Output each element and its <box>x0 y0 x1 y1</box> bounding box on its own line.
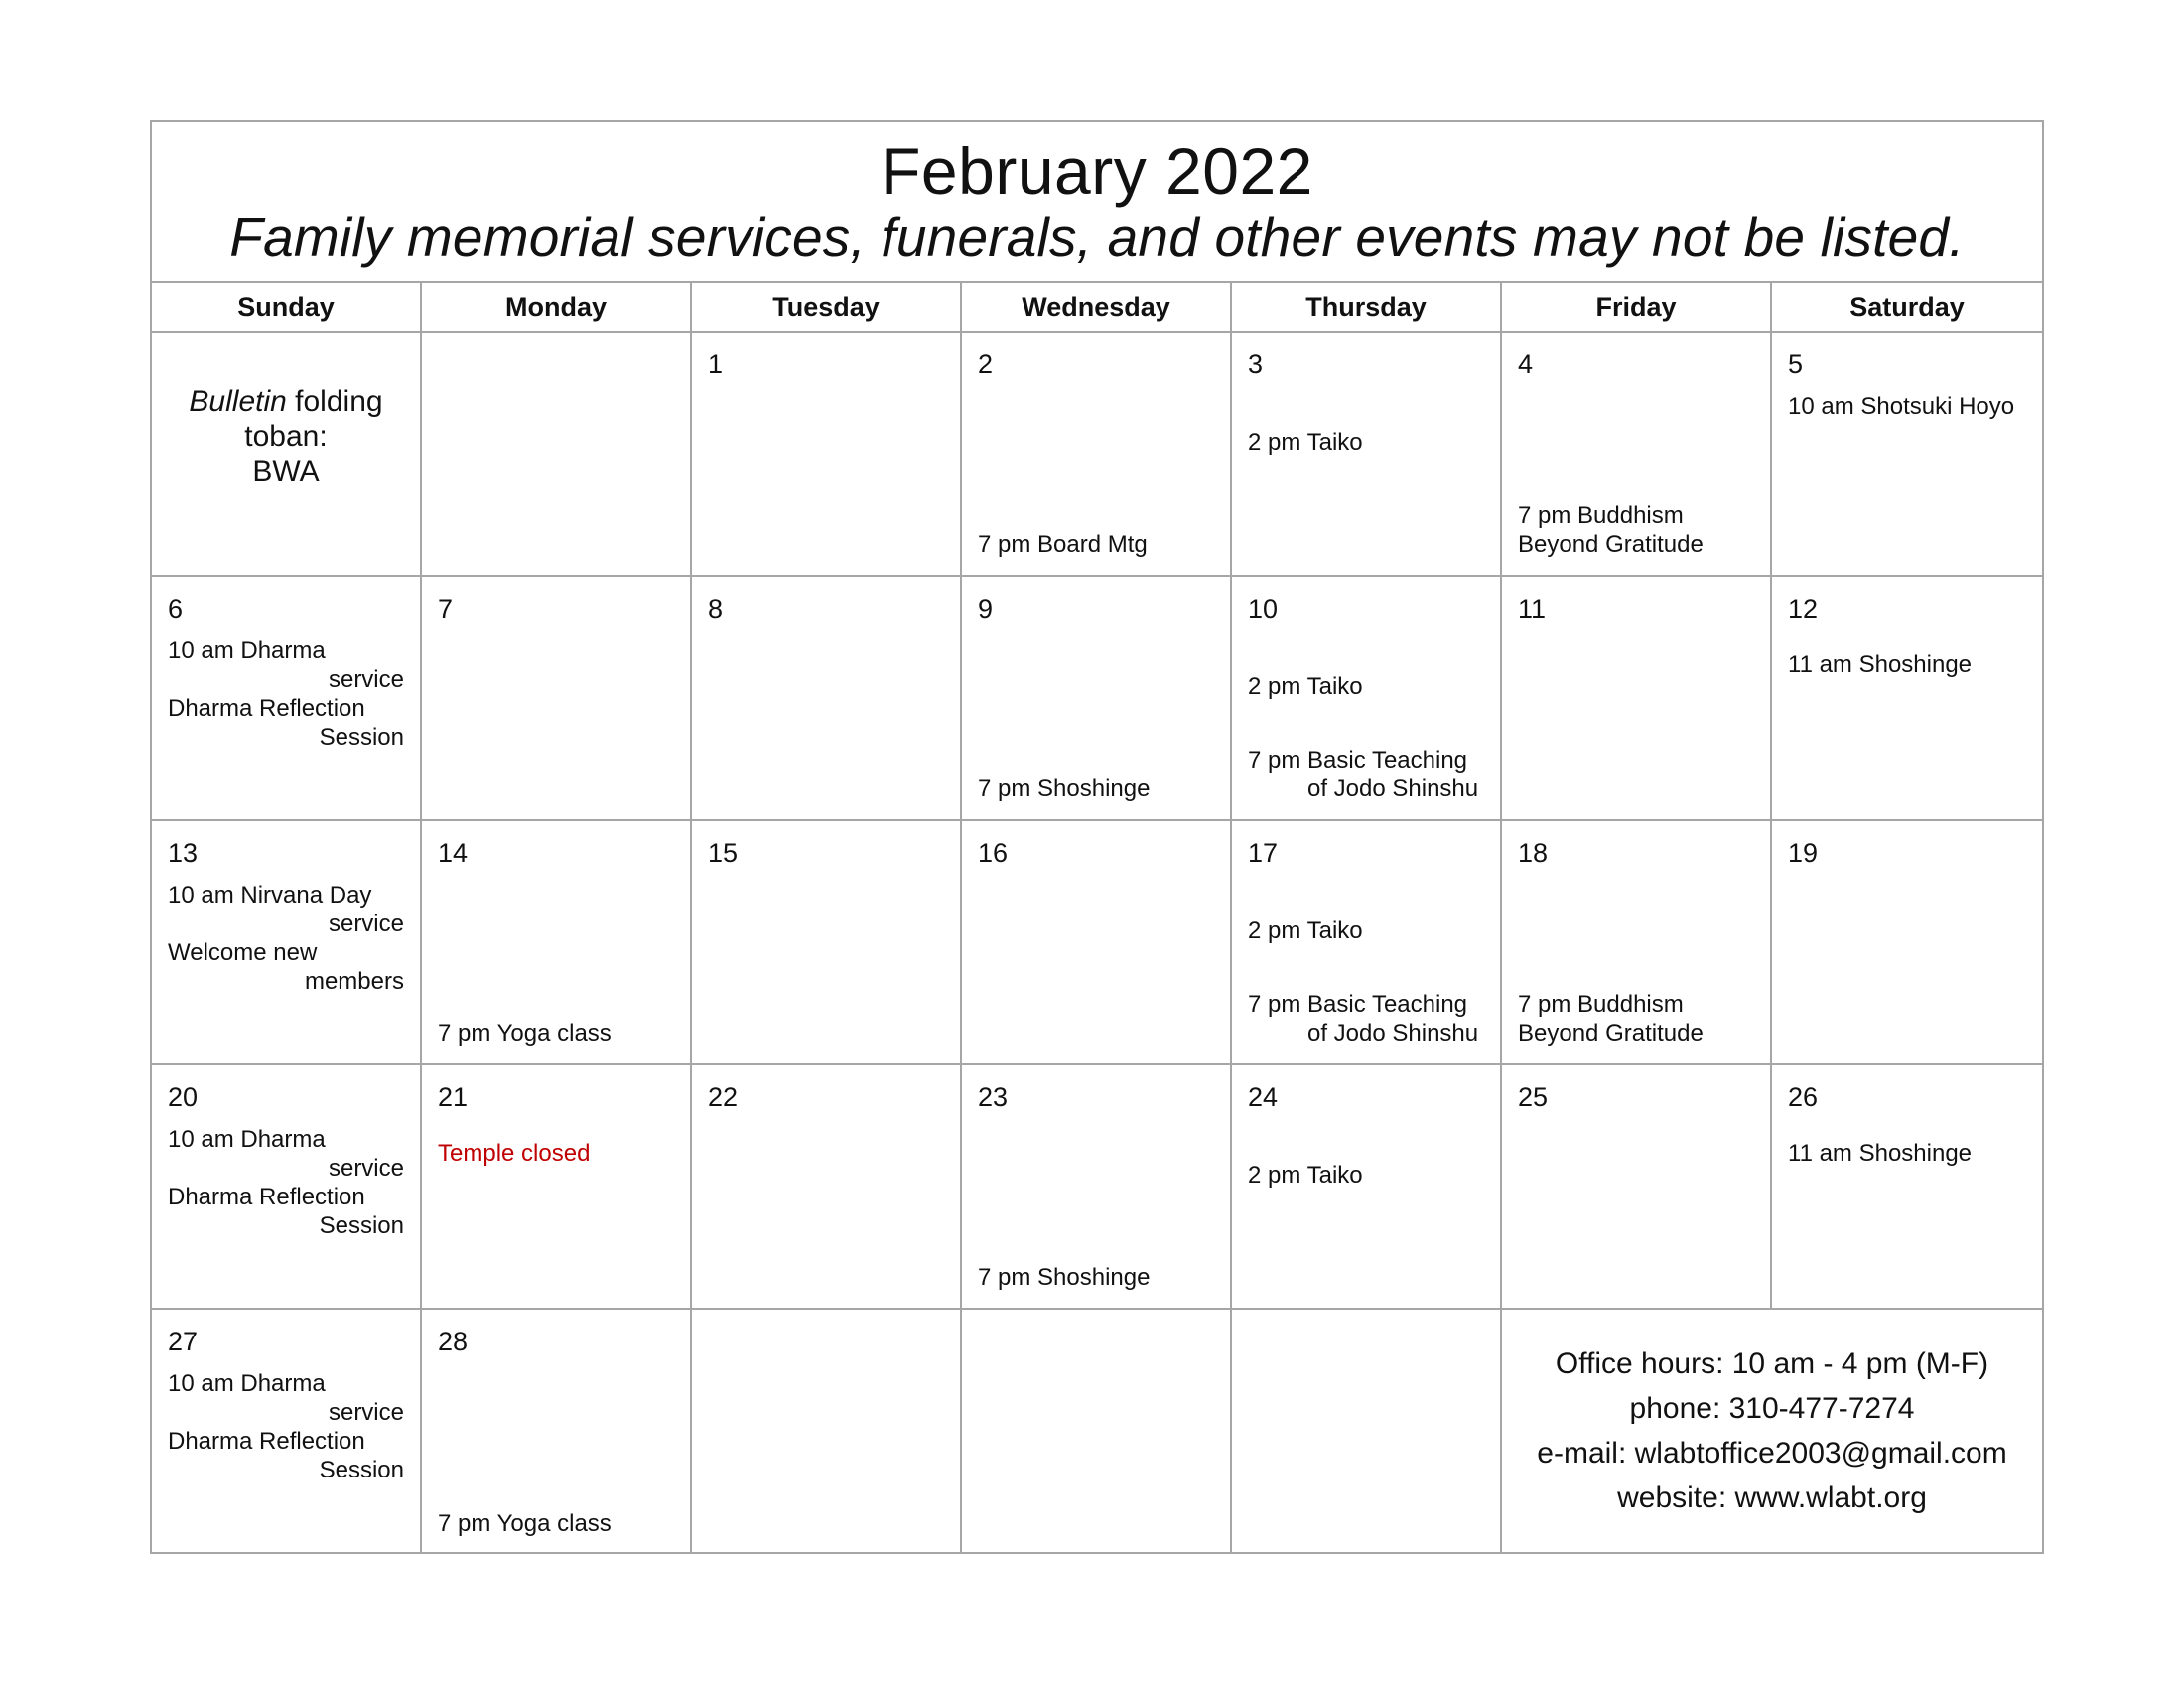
bulletin-label: Bulletin <box>189 385 287 418</box>
event-line: Session <box>319 724 404 751</box>
day-number: 9 <box>978 594 994 624</box>
day-number: 8 <box>708 594 724 624</box>
day-number: 28 <box>438 1327 469 1356</box>
empty-cell <box>962 1310 1232 1554</box>
day-cell <box>152 821 422 1065</box>
day-cell <box>152 577 422 821</box>
event-line: of Jodo Shinshu <box>1307 1020 1479 1047</box>
event-line: members <box>304 968 404 995</box>
day-number: 13 <box>168 838 199 868</box>
weekday-tuesday: Tuesday <box>692 283 962 331</box>
day-cell <box>1232 1065 1502 1310</box>
event-line: 10 am Dharma <box>168 1126 326 1153</box>
day-number: 1 <box>708 350 724 379</box>
event-line: 10 am Nirvana Day <box>168 882 372 909</box>
day-number: 2 <box>978 350 994 379</box>
event-line: Beyond Gratitude <box>1518 531 1704 558</box>
event-yoga-class: 7 pm Yoga class <box>438 1510 612 1537</box>
weekday-friday: Friday <box>1502 283 1772 331</box>
event-line: of Jodo Shinshu <box>1307 775 1479 802</box>
event-shotsuki-hoyo: 10 am Shotsuki Hoyo <box>1788 393 2015 420</box>
event-basic-teaching <box>1248 746 1484 803</box>
day-number: 5 <box>1788 350 1804 379</box>
event-line: Dharma Reflection <box>168 695 365 722</box>
day-cell <box>422 821 692 1065</box>
event-dharma-service <box>168 1125 404 1240</box>
day-number: 12 <box>1788 594 1819 624</box>
event-line: 10 am Dharma <box>168 637 326 664</box>
day-cell <box>692 1065 962 1310</box>
event-line: Session <box>319 1457 404 1483</box>
day-number: 17 <box>1248 838 1279 868</box>
event-yoga-class: 7 pm Yoga class <box>438 1020 612 1047</box>
day-number: 15 <box>708 838 739 868</box>
day-number: 19 <box>1788 838 1819 868</box>
weekday-sunday: Sunday <box>152 283 422 331</box>
event-buddhism-beyond-gratitude <box>1518 990 1754 1048</box>
event-basic-teaching <box>1248 990 1484 1048</box>
day-cell <box>1772 333 2042 577</box>
event-line: service <box>328 1155 404 1182</box>
event-line: 10 am Dharma <box>168 1370 326 1397</box>
event-taiko: 2 pm Taiko <box>1248 917 1363 944</box>
day-cell <box>962 1065 1232 1310</box>
day-cell <box>1232 577 1502 821</box>
bulletin-folding: folding <box>286 385 383 418</box>
weekday-thursday: Thursday <box>1232 283 1502 331</box>
day-cell <box>1772 1065 2042 1310</box>
event-line: 7 pm Buddhism <box>1518 991 1684 1018</box>
day-number: 23 <box>978 1082 1009 1112</box>
event-temple-closed: Temple closed <box>438 1140 591 1167</box>
day-number: 25 <box>1518 1082 1549 1112</box>
event-dharma-service <box>168 1369 404 1484</box>
event-line: Session <box>319 1212 404 1239</box>
event-shoshinge: 7 pm Shoshinge <box>978 1264 1151 1291</box>
day-number: 24 <box>1248 1082 1279 1112</box>
weekday-wednesday: Wednesday <box>962 283 1232 331</box>
day-cell <box>1772 577 2042 821</box>
day-number: 18 <box>1518 838 1549 868</box>
day-number: 11 <box>1518 594 1547 624</box>
day-number: 14 <box>438 838 469 868</box>
day-number: 20 <box>168 1082 199 1112</box>
event-buddhism-beyond-gratitude <box>1518 501 1754 559</box>
weekday-monday: Monday <box>422 283 692 331</box>
bulletin-group: BWA <box>252 455 320 488</box>
event-dharma-service <box>168 636 404 752</box>
day-cell <box>692 577 962 821</box>
day-cell <box>1232 333 1502 577</box>
event-line: service <box>328 666 404 693</box>
day-number: 3 <box>1248 350 1264 379</box>
office-hours: Office hours: 10 am - 4 pm (M-F) <box>1555 1347 1989 1380</box>
office-phone: phone: 310-477-7274 <box>1629 1392 1915 1425</box>
day-number: 26 <box>1788 1082 1819 1112</box>
event-line: Beyond Gratitude <box>1518 1020 1704 1047</box>
event-board-meeting: 7 pm Board Mtg <box>978 531 1148 558</box>
day-number: 27 <box>168 1327 199 1356</box>
day-cell <box>422 1310 692 1554</box>
day-cell <box>1502 333 1772 577</box>
day-number: 21 <box>438 1082 469 1112</box>
day-cell <box>692 333 962 577</box>
day-number: 22 <box>708 1082 739 1112</box>
page-subtitle: Family memorial services, funerals, and other events may not be listed. <box>229 207 1965 268</box>
bulletin-note <box>152 384 420 489</box>
day-number: 7 <box>438 594 454 624</box>
day-cell <box>962 333 1232 577</box>
calendar <box>150 120 2044 1554</box>
bulletin-cell <box>152 333 422 577</box>
calendar-grid <box>152 333 2042 1554</box>
day-number: 6 <box>168 594 184 624</box>
day-cell <box>152 1310 422 1554</box>
day-cell <box>1772 821 2042 1065</box>
day-cell <box>1232 821 1502 1065</box>
event-line: 7 pm Basic Teaching <box>1248 991 1468 1018</box>
day-number: 4 <box>1518 350 1534 379</box>
day-cell <box>422 577 692 821</box>
office-website: website: www.wlabt.org <box>1617 1481 1927 1514</box>
empty-cell <box>1232 1310 1502 1554</box>
day-number: 10 <box>1248 594 1279 624</box>
empty-cell <box>692 1310 962 1554</box>
day-cell <box>152 1065 422 1310</box>
event-line: Welcome new <box>168 939 318 966</box>
page-title: February 2022 <box>881 134 1313 208</box>
day-cell <box>962 577 1232 821</box>
event-line: Dharma Reflection <box>168 1428 365 1455</box>
day-cell <box>1502 577 1772 821</box>
day-cell <box>1502 1065 1772 1310</box>
event-taiko: 2 pm Taiko <box>1248 673 1363 700</box>
office-email: e-mail: wlabtoffice2003@gmail.com <box>1537 1437 2007 1470</box>
event-line: 7 pm Basic Teaching <box>1248 747 1468 774</box>
event-line: Dharma Reflection <box>168 1184 365 1210</box>
day-cell <box>1502 821 1772 1065</box>
day-cell <box>962 821 1232 1065</box>
event-line: 7 pm Buddhism <box>1518 502 1684 529</box>
day-number: 16 <box>978 838 1009 868</box>
calendar-header <box>152 122 2042 283</box>
event-taiko: 2 pm Taiko <box>1248 429 1363 456</box>
office-info <box>1502 1310 2042 1554</box>
event-taiko: 2 pm Taiko <box>1248 1162 1363 1189</box>
bulletin-toban: toban: <box>244 420 328 453</box>
event-line: service <box>328 911 404 937</box>
event-line: service <box>328 1399 404 1426</box>
weekday-header-row <box>152 283 2042 333</box>
empty-cell <box>422 333 692 577</box>
day-cell <box>692 821 962 1065</box>
event-nirvana-day <box>168 881 404 996</box>
event-shoshinge: 11 am Shoshinge <box>1788 1140 1973 1167</box>
day-cell <box>422 1065 692 1310</box>
event-shoshinge: 11 am Shoshinge <box>1788 651 1973 678</box>
event-shoshinge: 7 pm Shoshinge <box>978 775 1151 802</box>
weekday-saturday: Saturday <box>1849 292 1965 322</box>
